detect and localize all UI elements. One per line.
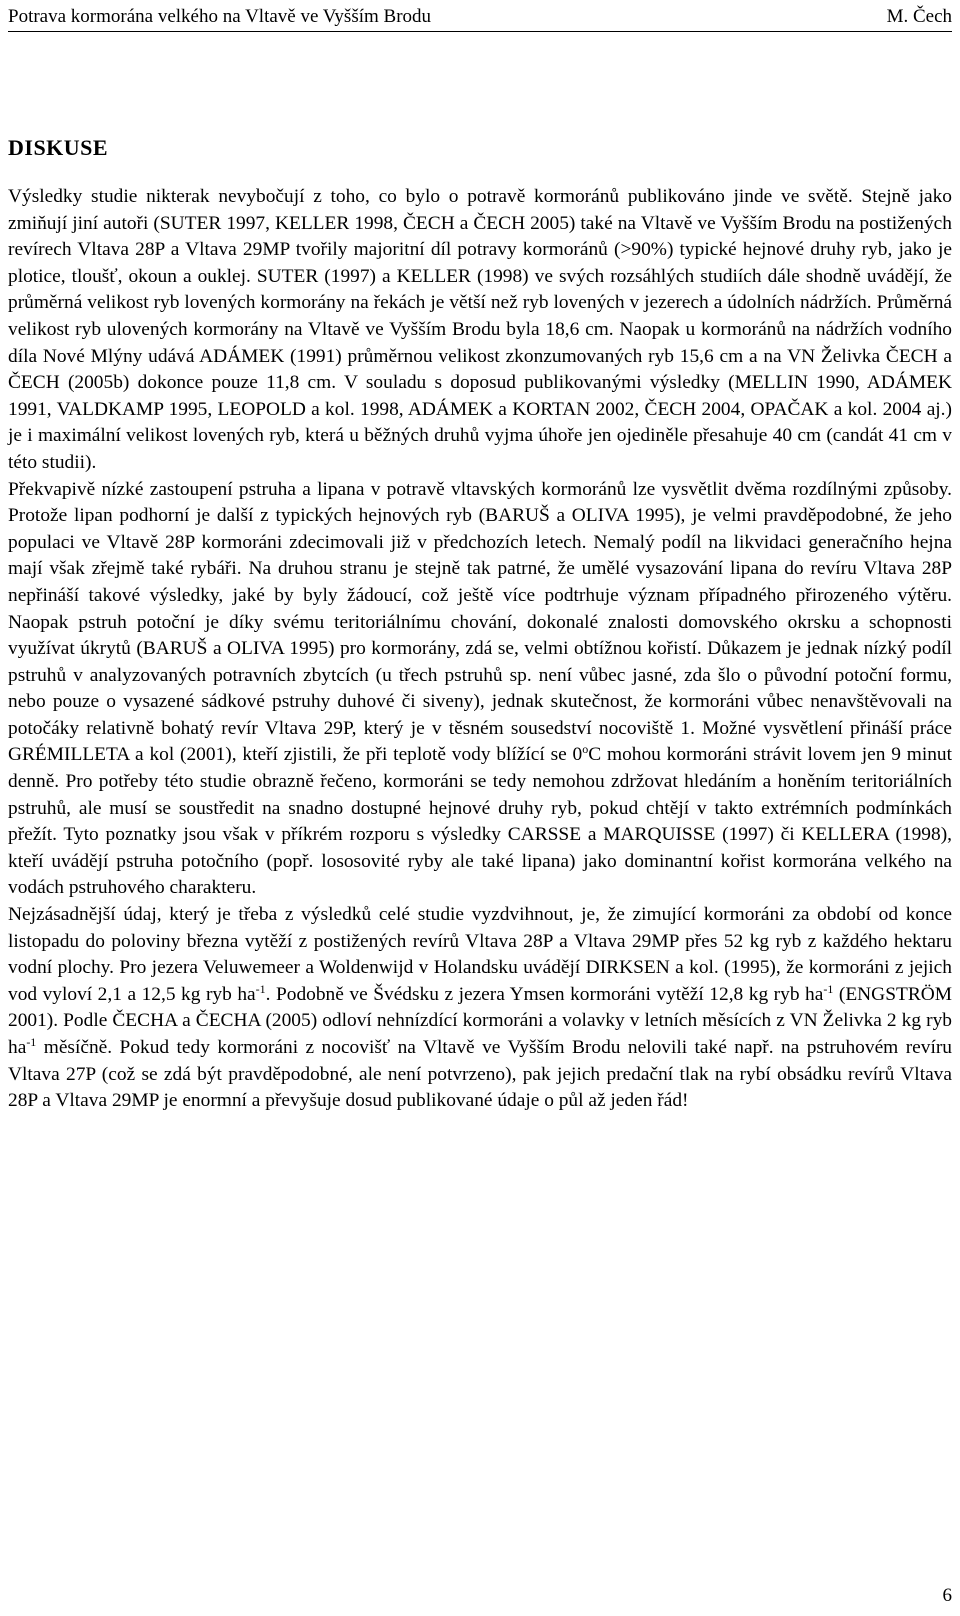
paragraph-3-part-4: měsíčně. Pokud tedy kormoráni z nocovišť na Vltavě ve Vyšším Brodu nelovili také např. na pstruhovém revíru Vltava 27P (což se zdá být pravděpodobné, ale není potvrzeno), pak jejich predační tlak na rybí obsádku revírů Vltava 28P a Vltava 29MP je enormní a převyšuje dosud publikované údaje o půl až jeden řád! (8, 1037, 952, 1112)
paragraph-2-text: Překvapivě nízké zastoupení pstruha a lipana v potravě vltavských kormoránů lze vysvětlit dvěma rozdílnými způsoby. Protože lipan podhorní je další z typických hejnových ryb (BARUŠ a OLIVA 1995), je velmi pravděpodobné, že jeho populaci ve Vltavě 28P kormoráni zdecimovali již v předchozích letech. Nemalý podíl na likvidaci generačního hejna mají však zřejmě také rybáři. Na druhou stranu je stejně tak patrné, že umělé vysazování lipana do revíru Vltava 28P nepřináší takové výsledky, jaké by byly žádoucí, což ještě více podtrhuje význam případného přirozeného výtěru. Naopak pstruh potoční je díky svému teritoriálnímu chování, dokonalé znalosti domovského okrsku a schopnosti využívat úkrytů (BARUŠ a OLIVA 1995) pro kormorány, zdá se, velmi obtížnou kořistí. Důkazem je jednak nízký podíl pstruhů v analyzovaných potravních zbytcích (u třech pstruhů sp. není vůbec jasné, zda šlo o původní potoční formu, nebo pouze o vysazené sádkové pstruhy duhové či siveny), jednak skutečnost, že kormoráni vůbec nenavštěvovali na potočáky relativně bohatý revír Vltava 29P, který je v těsném sousedství nocoviště 1. Možné vysvětlení přináší práce GRÉMILLETA a kol (2001), kteří zjistili, že při teplotě vody blížící se 0 (8, 478, 952, 766)
unit-superscript: -1 (26, 1035, 37, 1049)
paragraph-3 (8, 902, 952, 1115)
paragraph-3-part-3: (ENGSTRÖM 2001). Podle ČECHA a ČECHA (2005) odloví nehnízdící kormoráni a volavky v letních měsících z VN Želivka 2 kg ryb ha (8, 983, 952, 1058)
section-heading: DISKUSE (8, 135, 109, 160)
paragraph-3-part-1: Nejzásadnější údaj, který je třeba z výsledků celé studie vyzdvihnout, je, že zimující kormoráni za období od konce listopadu do poloviny března vytěží z postižených revírů Vltava 28P a Vltava 29MP přes 52 kg ryb z každého hektaru vodní plochy. Pro jezera Veluwemeer a Woldenwijd v Holandsku uvádějí DIRKSEN a kol. (1995), že kormoráni z jejich vod vyloví 2,1 a 12,5 kg ryb ha (8, 904, 952, 1005)
paragraph-2 (8, 477, 952, 903)
body-text (8, 184, 952, 1115)
page-header (8, 5, 952, 32)
page-number: 6 (942, 1585, 952, 1606)
paragraph-2-text-continued: C mohou kormoráni strávit lovem jen 9 minut denně. Pro potřeby této studie obrazně řečeno, kormoráni se tedy nemohou zdržovat hledáním a honěním teritoriálních pstruhů, ale musí se soustředit na snadno dostupné hejnové druhy ryb, pokud chtějí v takto extrémních podmínkách přežít. Tyto poznatky jsou však v příkrém rozporu s výsledky CARSSE a MARQUISSE (1997) či KELLERA (1998), kteří uvádějí pstruha potočního (popř. lososovité ryby ale také lipana) jako dominantní kořist kormorána velkého na vodách pstruhového charakteru. (8, 744, 952, 899)
running-title: Potrava kormorána velkého na Vltavě ve Vyšším Brodu (8, 6, 432, 27)
paragraph-3-part-2: . Podobně ve Švédsku z jezera Ymsen kormoráni vytěží 12,8 kg ryb ha (265, 983, 824, 1005)
running-author: M. Čech (886, 6, 952, 27)
paragraph-1 (8, 184, 952, 477)
unit-superscript: -1 (823, 981, 834, 996)
degree-superscript: o (582, 742, 589, 757)
paragraph-1-text: Výsledky studie nikterak nevybočují z toho, co bylo o potravě kormoránů publikováno jinde ve světě. Stejně jako zmiňují jiní autoři (SUTER 1997, KELLER 1998, ČECH a ČECH 2005) také na Vltavě ve Vyšším Brodu na postižených revírech Vltava 28P a Vltava 29MP tvořily majoritní díl potravy kormoránů (>90%) typické hejnové druhy ryb, jako je plotice, tloušť, okoun a ouklej. SUTER (1997) a KELLER (1998) ve svých rozsáhlých studiích dále shodně uvádějí, že průměrná velikost ryb lovených kormorány na řekách je větší než ryb lovených v jezerech a údolních nádržích. Průměrná velikost ryb ulovených kormorány na Vltavě ve Vyšším Brodu byla 18,6 cm. Naopak u kormoránů na nádržích vodního díla Nové Mlýny udává ADÁMEK (1991) průměrnou velikost zkonzumovaných ryb 15,6 cm a na VN Želivka ČECH a ČECH (2005b) dokonce pouze 11,8 cm. V souladu s doposud publikovanými výsledky (MELLIN 1990, ADÁMEK 1991, VALDKAMP 1995, LEOPOLD a kol. 1998, ADÁMEK a KORTAN 2002, ČECH 2004, OPAČAK a kol. 2004 aj.) je i maximální velikost lovených ryb, která u běžných druhů vyjma úhoře jen ojediněle přesahuje 40 cm (candát 41 cm v této studii). (8, 186, 952, 473)
unit-superscript: -1 (255, 981, 266, 996)
